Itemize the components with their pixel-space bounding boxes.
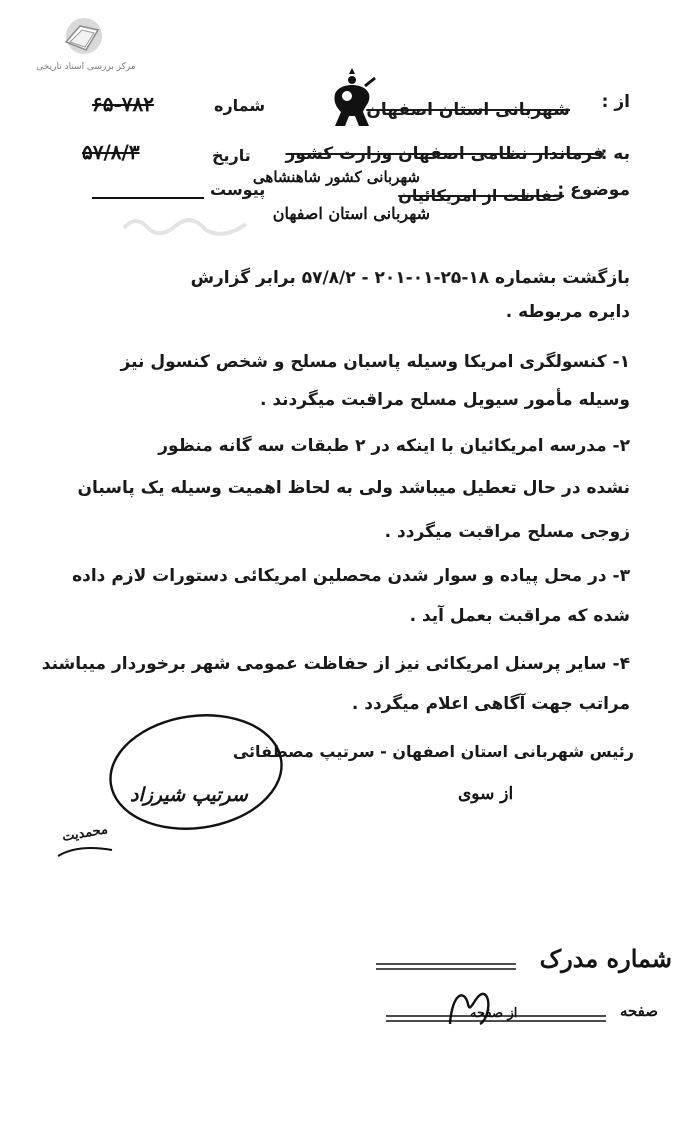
attachment-label: پیوست [210,180,266,199]
handwritten-signature: سرتیپ شیرزاد [130,784,248,806]
intro-line2: دایره مربوطه . [505,302,630,322]
archive-logo-icon [58,16,106,60]
date-value: ۵۷/۸/۳ [82,140,140,164]
left-mark-stroke [56,842,116,862]
item2-line1: ۲- مدرسه امریکائیان با اینکه در ۲ طبقات سه گانه منظور [158,436,630,456]
doc-number-line [376,960,516,972]
archive-caption: مرکز بررسی اسناد تاریخی [36,62,136,72]
lion-and-sun-emblem-icon [325,66,379,130]
page-line [386,1012,606,1024]
item4-line1: ۴- سایر پرسنل امریکائی نیز از حفاظت عمومی شهر برخوردار میباشند [41,654,630,674]
from-label: از : [601,92,630,112]
date-label: تاریخ [212,146,251,165]
signature-line: رئیس شهربانی استان اصفهان - سرتیپ مصطفائی [232,742,634,761]
subject-label: موضوع : [557,180,630,200]
item4-line2: مراتب جهت آگاهی اعلام میگردد . [351,694,630,714]
item2-line3: زوجی مسلح مراقبت میگردد . [384,522,630,542]
faint-smudge [120,210,280,236]
item1-line2: وسیله مأمور سیویل مسلح مراقبت میگردند . [259,390,630,410]
item3-line2: شده که مراقبت بعمل آید . [409,606,630,626]
left-margin-mark: محمدیت [61,822,110,845]
page-value: از صفحه [470,1006,518,1021]
page-label: صفحه [619,1002,658,1020]
subject-value: حفاظت از امریکائیان [398,186,564,205]
number-value: ۶۵-۷۸۲ [92,92,155,116]
to-label: به : [600,144,630,164]
to-value: فرماندار نظامی اصفهان وزارت کشور [285,144,604,164]
doc-number-label: شماره مدرک [539,944,672,973]
stamp-line1: شهربانی کشور شاهنشاهی [252,168,420,186]
intro-line1: بازگشت بشماره ۱۸-۲۵-۰۱-۲۰۱ - ۵۷/۸/۲ برابر گزارش [190,268,630,288]
number-label: شماره [214,96,266,115]
attachment-blank-line [92,196,204,200]
signature-oval-stamp [100,708,300,840]
on-behalf-text: از سوی [458,784,514,804]
stamp-line2: شهربانی استان اصفهان [272,204,430,223]
item2-line2: نشده در حال تعطیل میباشد ولی به لحاظ اهمیت وسیله یک پاسبان [77,478,630,498]
item1-line1: ۱- کنسولگری امریکا وسیله پاسبان مسلح و شخص کنسول نیز [120,352,630,372]
page-scribble [440,984,500,1034]
item3-line1: ۳- در محل پیاده و سوار شدن محصلین امریکائی دستورات لازم داده [72,566,630,586]
from-value: شهربانی استان اصفهان [366,100,570,120]
